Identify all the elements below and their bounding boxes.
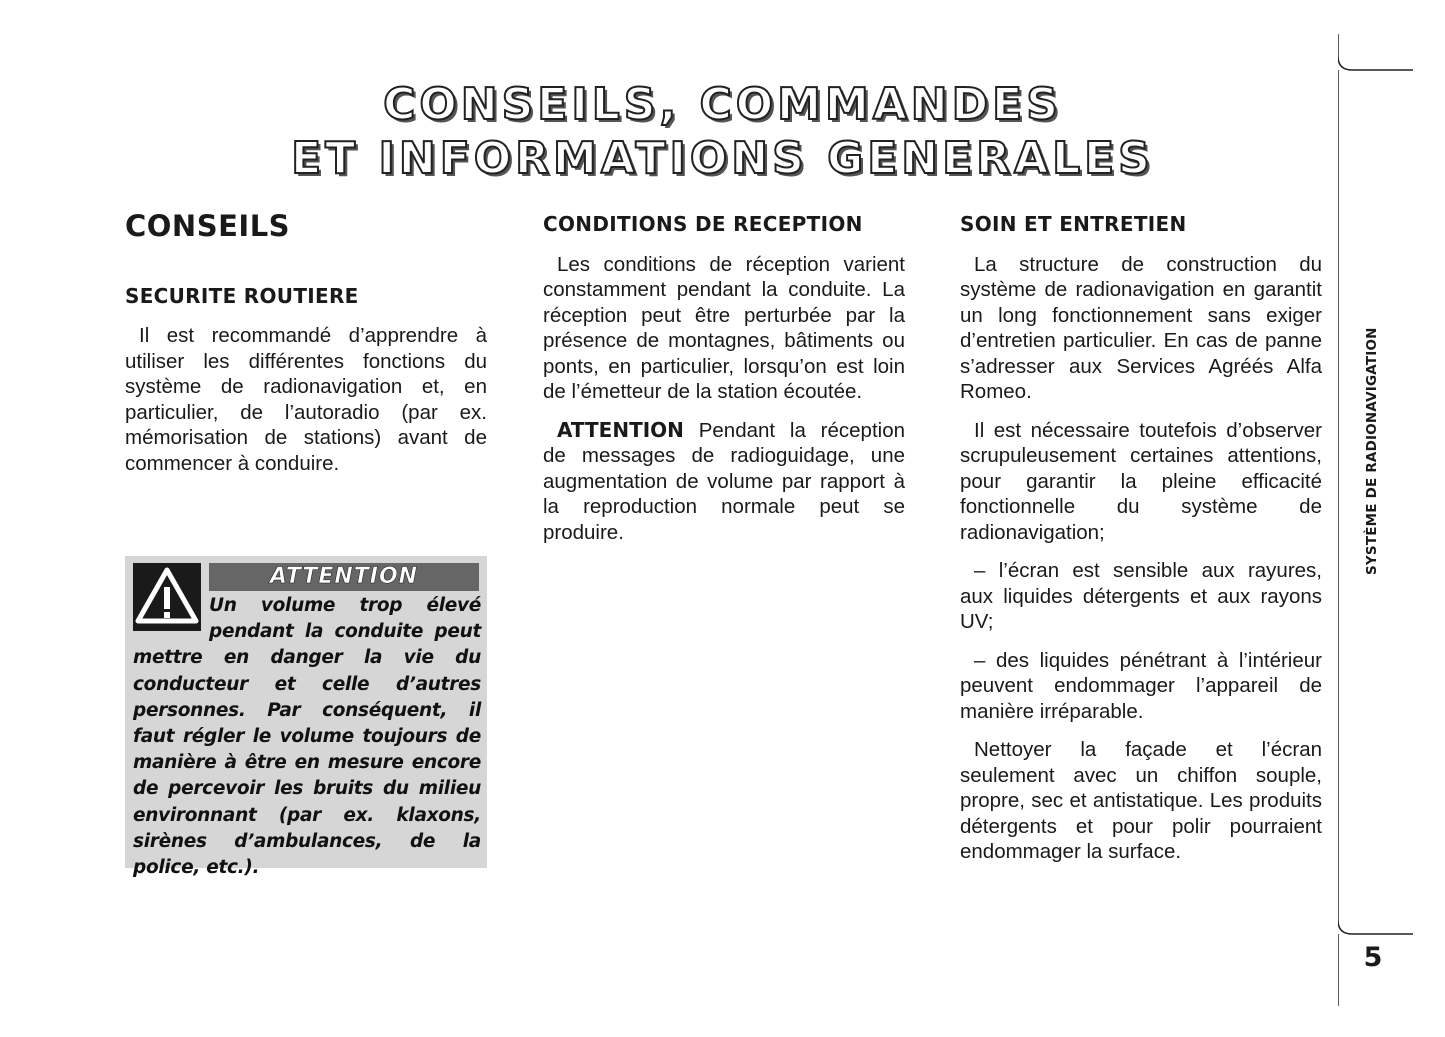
paragraph-securite: Il est recommandé d’apprendre à utiliser les différentes fonctions du système de radionavigation et, en particulier, de l’autoradio (par ex. mémorisation de stations) avant de commencer à conduire.	[125, 324, 487, 475]
section-tab-label: SYSTÈME DE RADIONAVIGATION	[1364, 327, 1380, 575]
paragraph-nettoyer: Nettoyer la façade et l’écran seulement avec un chiffon souple, propre, sec et antistatique. Les produits détergents et pour polir pourraient endommager la surface.	[960, 738, 1322, 863]
paragraph-ecran: – l’écran est sensible aux rayures, aux liquides détergents et aux rayons UV;	[960, 559, 1322, 633]
subheading-securite-routiere: SECURITE ROUTIERE	[125, 283, 359, 308]
paragraph-structure: La structure de construction du système de radionavigation en garantit un long fonctionnement sans exiger d’entretien particulier. En cas de panne s’adresser aux Services Agréés Alfa Romeo.	[960, 252, 1322, 403]
column-conditions-reception	[543, 210, 905, 558]
column-soin-entretien	[960, 210, 1322, 878]
page-title	[0, 78, 1445, 186]
paragraph-liquides: – des liquides pénétrant à l’intérieur peuvent endommager l’appareil de manière irréparable.	[960, 648, 1322, 723]
warning-text-block	[133, 593, 481, 881]
column-conseils	[125, 210, 487, 489]
paragraph-attentions: Il est nécessaire toutefois d’observer scrupuleusement certaines attentions, pour garantir la pleine efficacité fonctionnelle du système de radionavigation;	[960, 418, 1322, 544]
title-line-2: ET INFORMATIONS GENERALES	[291, 133, 1154, 184]
warning-text: Un volume trop élevé pendant la conduite peut mettre en danger la vie du conducteur et celle d’autres personnes. Par conséquent, il faut régler le volume toujours de manière à être en mesure encore de percevoir les bruits du milieu environnant (par ex. klaxons, sirènes d’ambulances, de la police, etc.).	[133, 595, 481, 879]
paragraph-attention	[543, 418, 905, 546]
warning-box	[125, 556, 487, 879]
attention-text: Pendant la réception de messages de radioguidage, une augmentation de volume par rapport à la reproduction normale peut se produire.	[543, 418, 905, 544]
paragraph-reception: Les conditions de réception varient constamment pendant la conduite. La réception peut être perturbée par la présence de montagnes, bâtiments ou ponts, en particulier, lorsqu’on est loin de l’émetteur de la station écoutée.	[543, 252, 905, 403]
warning-label: ATTENTION	[209, 563, 479, 591]
page-number: 5	[1363, 942, 1383, 973]
attention-label: ATTENTION	[557, 417, 684, 442]
section-heading-conditions: CONDITIONS DE RECEPTION	[543, 212, 863, 236]
section-heading-conseils: CONSEILS	[125, 209, 291, 243]
title-line-1: CONSEILS, COMMANDES	[383, 79, 1062, 130]
section-heading-soin: SOIN ET ENTRETIEN	[960, 212, 1187, 236]
